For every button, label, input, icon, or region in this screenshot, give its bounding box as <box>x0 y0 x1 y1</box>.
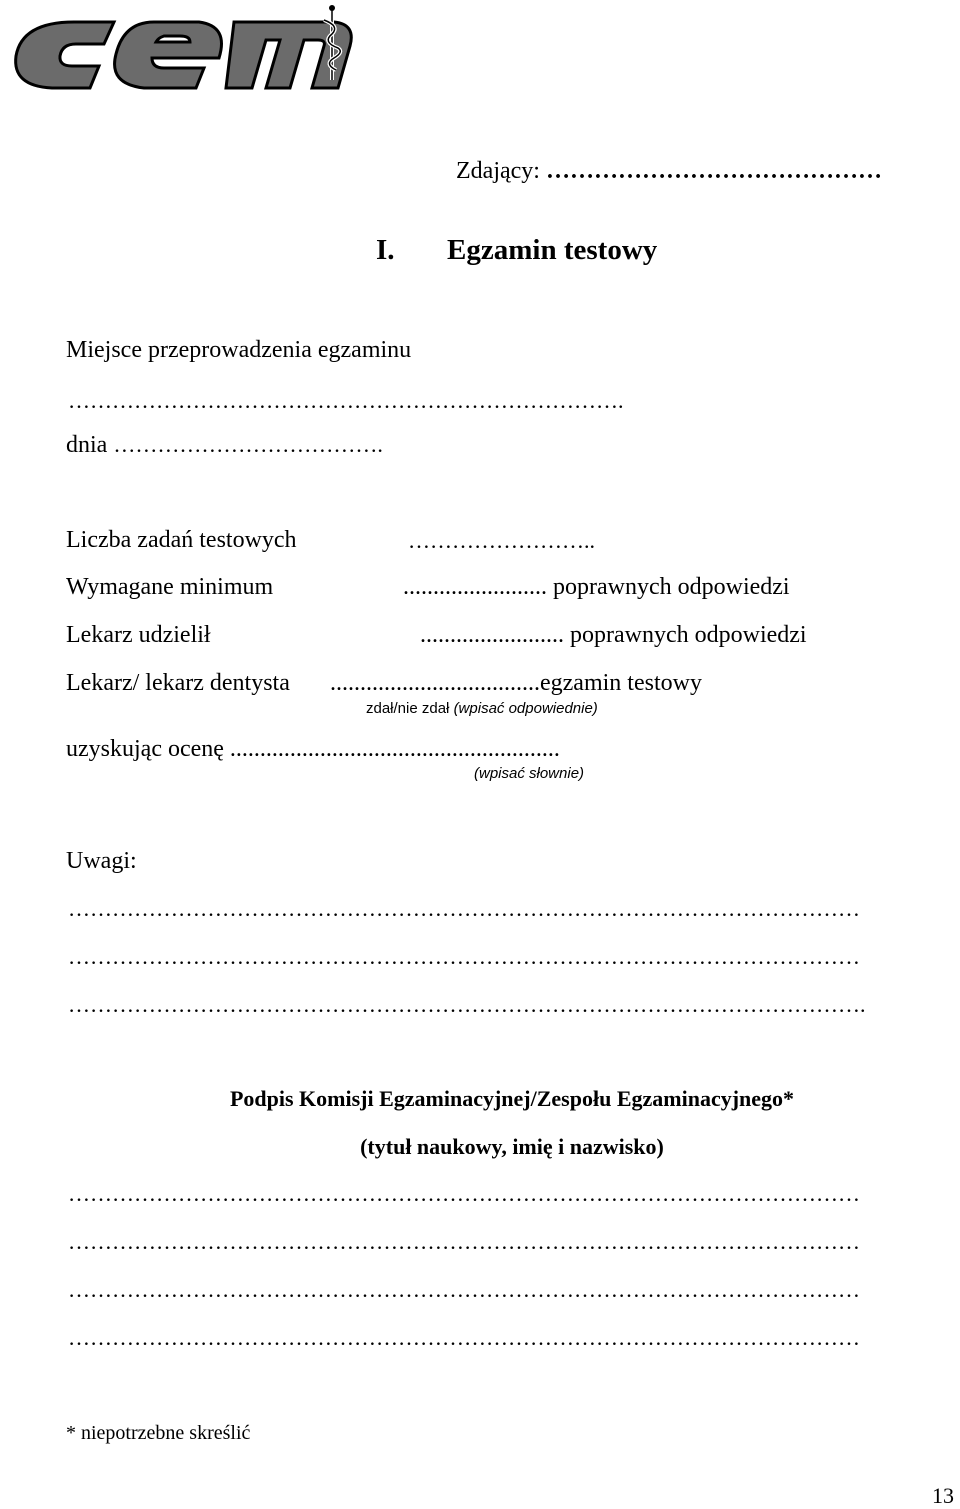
date-label: dnia <box>66 432 108 458</box>
section-heading <box>376 234 657 267</box>
signature-line[interactable]: ……………………………………………………………………………………………… <box>68 1277 860 1302</box>
signature-subtitle: (tytuł naukowy, imię i nazwisko) <box>360 1134 664 1159</box>
gave-label: Lekarz udzielił <box>66 622 211 648</box>
zdajacy-label: Zdający: <box>456 158 540 184</box>
grade-hint: (wpisać słownie) <box>474 765 585 782</box>
doctor-hint-italic: (wpisać odpowiednie) <box>453 700 598 717</box>
footnote: * niepotrzebne skreślić <box>66 1422 251 1444</box>
grade-label: uzyskując ocenę <box>66 736 224 762</box>
doctor-label: Lekarz/ lekarz dentysta <box>66 670 290 696</box>
count-label: Liczba zadań testowych <box>66 527 297 553</box>
minimum-field[interactable]: ........................ poprawnych odpowiedzi <box>403 574 790 600</box>
doctor-result-field[interactable]: ...................................egzamin testowy <box>330 670 702 696</box>
signature-title: Podpis Komisji Egzaminacyjnej/Zespołu Egzaminacyjnego* <box>229 1086 795 1111</box>
date-field[interactable]: ………………………………. <box>113 432 383 457</box>
cem-logo-graphic <box>4 0 356 100</box>
remarks-line[interactable]: ………………………………………………………………………………………………. <box>68 992 866 1017</box>
grade-field[interactable]: ....................................................... <box>229 736 560 762</box>
doctor-hint <box>366 700 598 717</box>
gave-field[interactable]: ........................ poprawnych odpowiedzi <box>420 622 807 648</box>
signature-line[interactable]: ……………………………………………………………………………………………… <box>68 1325 860 1350</box>
place-field[interactable]: …………………………………………………………………. <box>68 388 624 413</box>
page-number: 13 <box>932 1483 954 1508</box>
doctor-hint-plain: zdał/nie zdał <box>366 700 450 717</box>
count-field[interactable]: …………………….. <box>408 528 595 553</box>
section-number: I. <box>376 234 395 266</box>
place-label: Miejsce przeprowadzenia egzaminu <box>66 337 412 363</box>
date-row <box>66 432 383 459</box>
signature-line[interactable]: ……………………………………………………………………………………………… <box>68 1229 860 1254</box>
section-title: Egzamin testowy <box>447 234 658 266</box>
signature-line[interactable]: ……………………………………………………………………………………………… <box>68 1181 860 1206</box>
remarks-line[interactable]: ……………………………………………………………………………………………… <box>68 944 860 969</box>
zdajacy-row <box>456 158 882 185</box>
remarks-label: Uwagi: <box>66 848 137 874</box>
cem-logo <box>4 0 356 100</box>
zdajacy-field[interactable]: …………………………………… <box>545 158 882 184</box>
minimum-label: Wymagane minimum <box>66 574 274 600</box>
remarks-line[interactable]: ……………………………………………………………………………………………… <box>68 896 860 921</box>
grade-row <box>66 736 560 763</box>
